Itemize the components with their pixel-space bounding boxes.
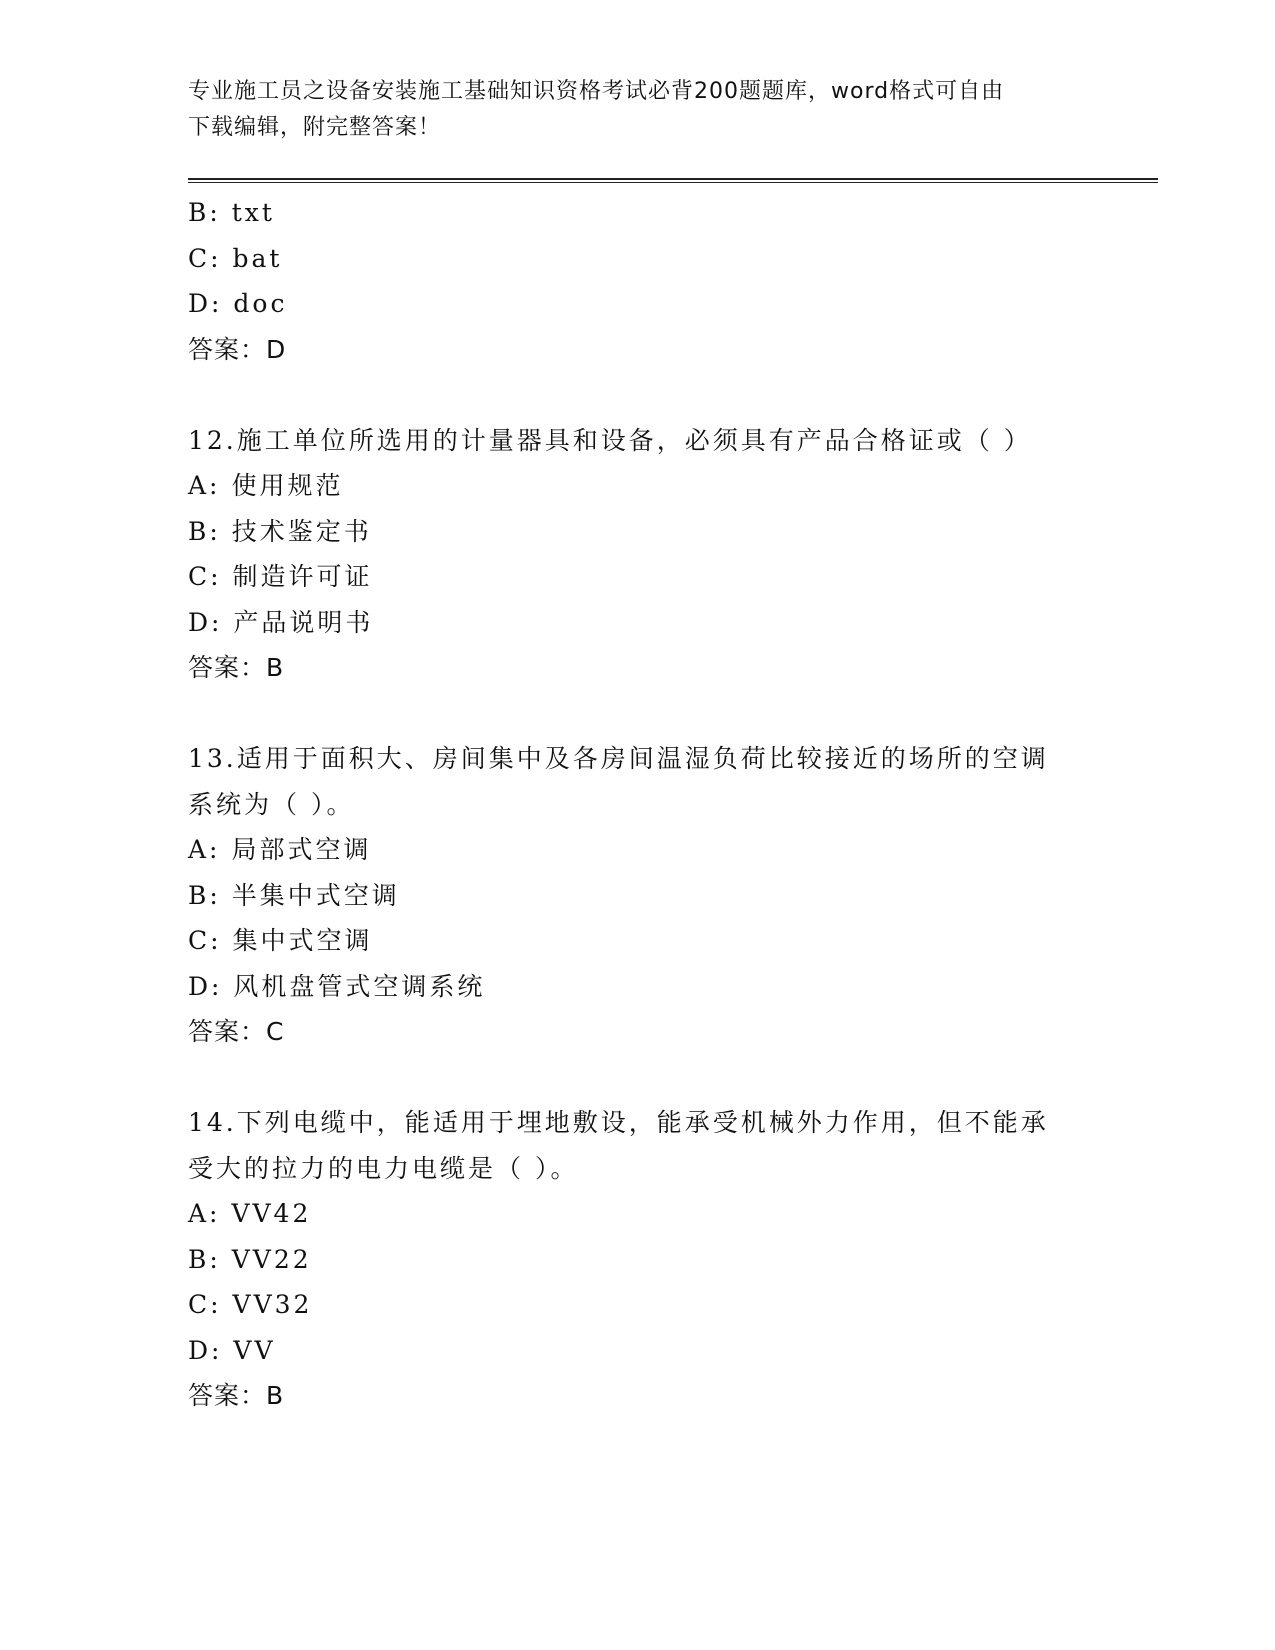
option-text: txt: [231, 198, 275, 227]
option-key: B:: [188, 880, 221, 910]
option-key: C:: [188, 243, 222, 273]
option-text: VV22: [231, 1244, 312, 1274]
answer-line: 答案：B: [188, 1381, 285, 1410]
question-spacer: [188, 1055, 1088, 1101]
option-text: 半集中式空调: [231, 880, 400, 910]
option-key: D:: [188, 1335, 223, 1365]
question-spacer: [188, 372, 1088, 418]
option-d: [188, 1328, 1088, 1374]
option-text: VV: [233, 1335, 276, 1365]
option-key: B:: [188, 198, 221, 227]
question-13: [188, 736, 1088, 1055]
option-d: [188, 281, 1088, 327]
option-c: [188, 1282, 1088, 1328]
option-key: A:: [188, 835, 221, 864]
option-text: doc: [233, 289, 288, 318]
option-key: D:: [188, 607, 223, 637]
option-c: [188, 554, 1088, 600]
option-a: [188, 827, 1088, 873]
header-divider: [188, 178, 1158, 183]
question-12: [188, 418, 1088, 691]
option-key: A:: [188, 471, 221, 500]
option-d: [188, 964, 1088, 1010]
header-title-line-2: 下载编辑，附完整答案！: [188, 115, 442, 140]
option-key: C:: [188, 1290, 222, 1319]
option-key: D:: [188, 289, 223, 318]
question-stem-line-1: 13.适用于面积大、房间集中及各房间温湿负荷比较接近的场所的空调: [188, 744, 1049, 773]
option-b: [188, 509, 1088, 555]
option-text: 风机盘管式空调系统: [233, 971, 486, 1001]
option-text: 集中式空调: [232, 926, 373, 955]
option-c: [188, 918, 1088, 964]
question-stem-line-1: 14.下列电缆中，能适用于埋地敷设，能承受机械外力作用，但不能承: [188, 1108, 1049, 1137]
question-stem: 12.施工单位所选用的计量器具和设备，必须具有产品合格证或（ ）: [188, 425, 1032, 455]
option-key: D:: [188, 971, 223, 1001]
option-text: 使用规范: [231, 471, 344, 500]
option-b: [188, 190, 1088, 236]
option-d: [188, 600, 1088, 646]
header-title-line-1: 专业施工员之设备安装施工基础知识资格考试必背200题题库，word格式可自由: [188, 79, 1005, 104]
option-text: VV32: [232, 1290, 313, 1319]
question-stem-line-2: 受大的拉力的电力电缆是（ ）。: [188, 1153, 579, 1183]
answer-line: 答案：D: [188, 334, 287, 364]
option-key: C:: [188, 926, 222, 955]
option-text: 局部式空调: [231, 835, 372, 864]
question-14: [188, 1100, 1088, 1419]
option-key: A:: [188, 1199, 221, 1228]
answer-line: 答案：B: [188, 653, 285, 682]
question-stem-line-2: 系统为（ ）。: [188, 789, 355, 819]
question-11-continued: [188, 190, 1088, 372]
answer-line: 答案：C: [188, 1017, 285, 1046]
option-c: [188, 236, 1088, 282]
document-header: [188, 74, 1068, 146]
option-a: [188, 463, 1088, 509]
option-text: bat: [232, 243, 283, 273]
option-b: [188, 873, 1088, 919]
option-text: 产品说明书: [233, 607, 374, 637]
option-text: 技术鉴定书: [231, 516, 372, 546]
option-b: [188, 1237, 1088, 1283]
option-text: VV42: [231, 1199, 312, 1228]
option-a: [188, 1191, 1088, 1237]
question-spacer: [188, 691, 1088, 737]
question-list: [188, 190, 1088, 1419]
option-key: B:: [188, 1244, 221, 1274]
option-key: C:: [188, 562, 222, 591]
option-key: B:: [188, 516, 221, 546]
option-text: 制造许可证: [232, 562, 373, 591]
